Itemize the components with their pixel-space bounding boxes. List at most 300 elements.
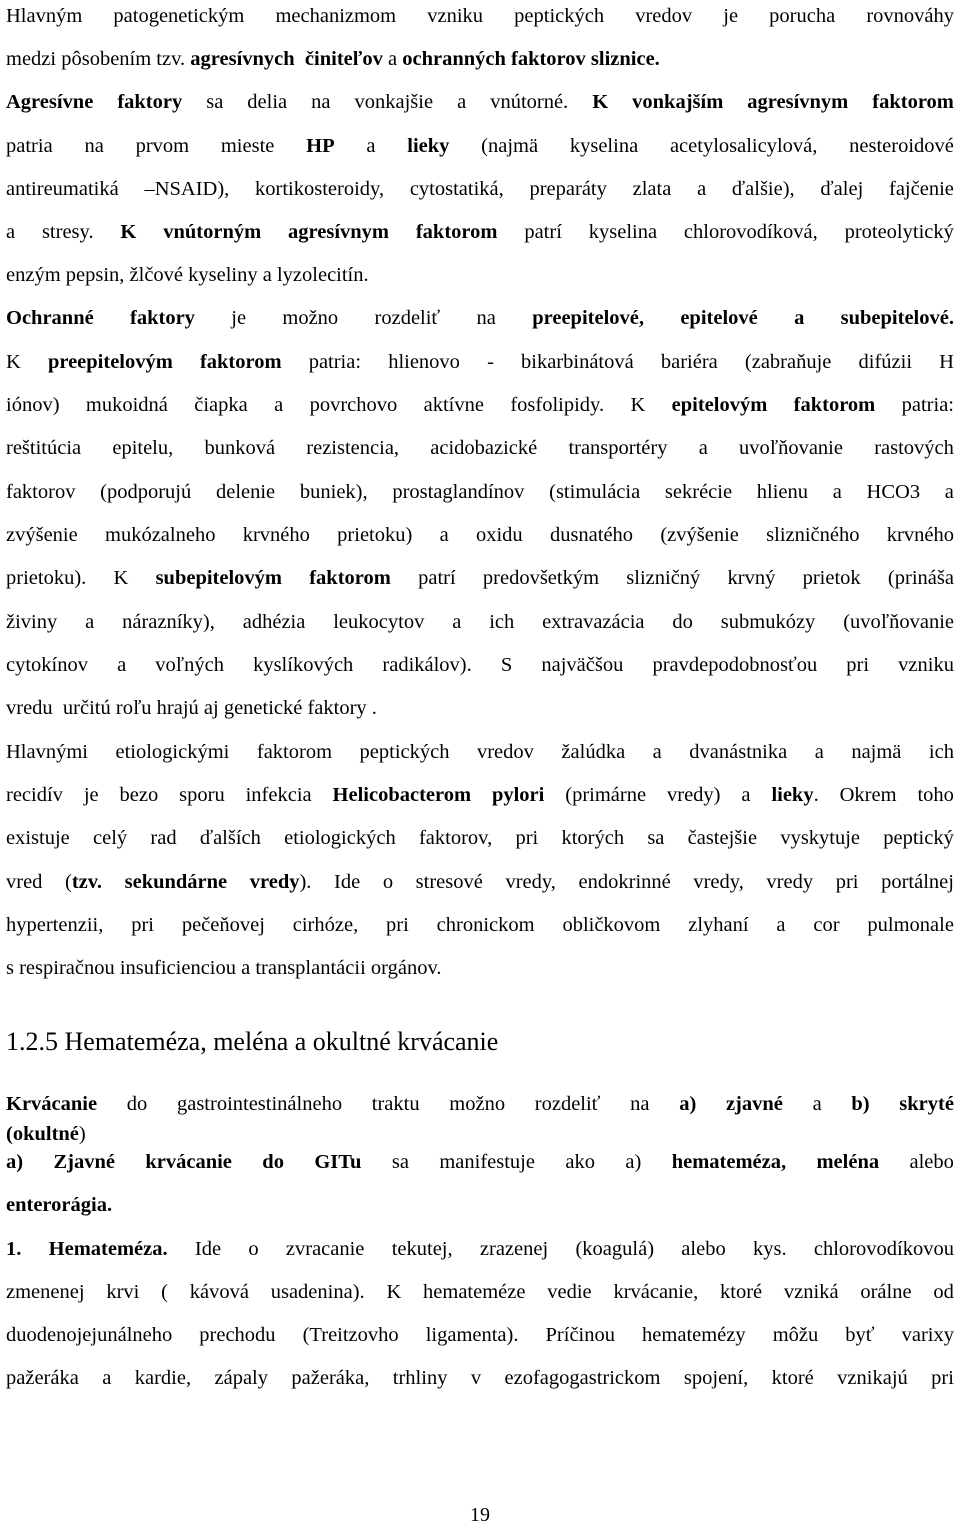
word: sekrécie	[664, 481, 733, 503]
word: –NSAID),	[144, 178, 230, 200]
word: peptický	[883, 827, 954, 849]
word: vredov	[635, 5, 693, 27]
text-segment: s respiračnou insuficienciou a transplantácii orgánov.	[6, 957, 442, 979]
word: povrchovo	[309, 394, 398, 416]
word: delia	[247, 91, 288, 113]
word: a	[452, 611, 462, 633]
word: acidobazické	[430, 437, 538, 459]
word: v	[470, 1367, 482, 1389]
word: K	[630, 394, 646, 416]
word: vredy)	[667, 784, 721, 806]
word: mukoidná	[85, 394, 168, 416]
word: HCO3	[866, 481, 921, 503]
word: cytokínov	[6, 654, 88, 676]
word: Agresívne	[6, 91, 94, 113]
word: stresy.	[41, 221, 94, 243]
text-line	[6, 653, 954, 677]
word: vzniká	[783, 1281, 839, 1303]
word: Hemateméza.	[48, 1238, 168, 1260]
word: a)	[6, 1151, 24, 1173]
word: zmenenej	[6, 1281, 85, 1303]
page-number: 19	[470, 1504, 490, 1526]
text-segment: enterorágia.	[6, 1194, 113, 1216]
word: obličkovom	[562, 914, 661, 936]
text-line	[6, 134, 954, 158]
word: sa	[391, 1151, 409, 1173]
word: pri	[835, 871, 859, 893]
text-segment: (okultné	[6, 1123, 79, 1145]
word: mechanizmom	[275, 5, 397, 27]
word: častejšie	[687, 827, 758, 849]
word: sa	[647, 827, 665, 849]
word: kortikosteroidy,	[255, 178, 385, 200]
word: kys.	[752, 1238, 787, 1260]
word: čiapka	[194, 394, 248, 416]
word: hlienovo	[388, 351, 460, 373]
word: vredov	[476, 741, 534, 763]
word: (zabraňuje	[744, 351, 832, 373]
word: na	[630, 1093, 650, 1115]
word: zlyhaní	[688, 914, 749, 936]
word: Ide	[334, 871, 361, 893]
word: najmä	[851, 741, 902, 763]
text-line	[6, 4, 954, 28]
text-segment: ochranných faktorov sliznice.	[402, 48, 660, 70]
word: faktorov,	[418, 827, 493, 849]
word: zjavné	[725, 1093, 783, 1115]
word: vred	[6, 871, 43, 893]
word: a	[652, 741, 662, 763]
word: faktory	[117, 91, 183, 113]
word: a	[102, 1367, 112, 1389]
word: extravazácia	[542, 611, 645, 633]
word: manifestuje	[439, 1151, 535, 1173]
word: prietoku).	[6, 567, 87, 589]
word: chlorovodíkovou	[813, 1238, 954, 1260]
text-segment: a	[382, 48, 403, 70]
word: a	[439, 524, 449, 546]
word: acetylosalicylová,	[669, 135, 818, 157]
word: vnútorným	[163, 221, 262, 243]
word: slizničný	[626, 567, 701, 589]
word: žalúdka	[561, 741, 626, 763]
word: etiologickými	[115, 741, 230, 763]
word: (tzv.	[65, 871, 103, 893]
word: krvácanie,	[613, 1281, 699, 1303]
word: patogenetickým	[113, 5, 245, 27]
text-line	[6, 870, 954, 894]
word: H	[939, 351, 954, 373]
word: vedie	[547, 1281, 592, 1303]
text-line	[6, 696, 954, 720]
word: alebo	[909, 1151, 954, 1173]
word: pri	[131, 914, 154, 936]
word: ktoré	[720, 1281, 763, 1303]
word: vonkajším	[632, 91, 724, 113]
word: pylori	[491, 784, 545, 806]
word: K	[113, 567, 129, 589]
text-line	[6, 566, 954, 590]
word: a	[698, 437, 708, 459]
word: patria:	[308, 351, 362, 373]
word: ktorých	[561, 827, 625, 849]
word: dvanástnika	[689, 741, 788, 763]
word: je	[723, 5, 739, 27]
word: zrazenej	[479, 1238, 549, 1260]
word: adhézia	[242, 611, 306, 633]
word: bikarbinátová	[521, 351, 634, 373]
word: (primárne	[565, 784, 647, 806]
word: faktory	[130, 307, 195, 329]
word: gastrointestinálneho	[176, 1093, 343, 1115]
word: S	[500, 654, 513, 676]
word: vredy	[766, 871, 814, 893]
word: na	[84, 135, 104, 157]
word: a	[6, 221, 16, 243]
word: a	[944, 481, 954, 503]
text-line	[6, 1366, 954, 1390]
word: preparáty	[529, 178, 607, 200]
word: Okrem	[839, 784, 897, 806]
word: sekundárne	[124, 871, 228, 893]
word: spojení,	[683, 1367, 749, 1389]
text-segment: agresívnych činiteľov	[190, 48, 383, 70]
word: o	[248, 1238, 259, 1260]
word: zlata	[632, 178, 672, 200]
word: hemateméze	[423, 1281, 526, 1303]
word: vonkajšie	[354, 91, 434, 113]
word: agresívnym	[288, 221, 390, 243]
word: a	[457, 91, 467, 113]
word: kávová	[189, 1281, 249, 1303]
word: endokrinné	[578, 871, 671, 893]
word: Helicobacterom	[332, 784, 472, 806]
word: a	[812, 1093, 822, 1115]
word: (stimulácia	[549, 481, 641, 503]
word: najväčšou	[541, 654, 624, 676]
word: ktoré	[771, 1367, 814, 1389]
word: vredy,	[505, 871, 556, 893]
word: (najmä	[481, 135, 539, 157]
word: a	[697, 178, 707, 200]
text-segment: medzi pôsobením tzv.	[6, 48, 191, 70]
word: existuje	[6, 827, 70, 849]
text-segment: enzým pepsin, žlčové kyseliny a lyzolecitín.	[6, 264, 369, 286]
word: toho	[917, 784, 954, 806]
word: (podporujú	[100, 481, 192, 503]
word: Krvácanie	[6, 1093, 98, 1115]
word: faktorov	[6, 481, 76, 503]
word: voľných	[155, 654, 224, 676]
word: rezistencia,	[306, 437, 400, 459]
word: ďalších	[199, 827, 261, 849]
word: byť	[845, 1324, 875, 1346]
word: Zjavné	[53, 1151, 115, 1173]
word: leukocytov	[333, 611, 425, 633]
text-segment: vredu určitú roľu hrajú aj genetické faktory .	[6, 697, 377, 719]
word: vredy).	[249, 871, 312, 893]
word: difúzii	[858, 351, 913, 373]
word: prvom	[135, 135, 190, 157]
word: do	[672, 611, 693, 633]
word: Hlavným	[6, 5, 83, 27]
word: krvný	[727, 567, 776, 589]
word: zvracanie	[285, 1238, 365, 1260]
word: a	[366, 135, 376, 157]
word: pažeráka,	[291, 1367, 370, 1389]
word: Hlavnými	[6, 741, 88, 763]
text-segment: )	[78, 1123, 86, 1145]
word: nesteroidové	[849, 135, 954, 157]
word: môžu	[772, 1324, 819, 1346]
word: celý	[93, 827, 128, 849]
word: portálnej	[881, 871, 954, 893]
word: 1.	[6, 1238, 22, 1260]
word: alebo	[681, 1238, 726, 1260]
word: rad	[150, 827, 177, 849]
word: kyslíkových	[253, 654, 354, 676]
word: traktu	[371, 1093, 420, 1115]
word: ďalej	[820, 178, 864, 200]
word: (prináša	[887, 567, 954, 589]
word: recidív	[6, 784, 63, 806]
text-line	[6, 393, 954, 417]
word: nárazníky),	[122, 611, 215, 633]
word: uvoľňovanie	[739, 437, 843, 459]
text-line	[6, 1237, 954, 1261]
word: mukózalneho	[105, 524, 216, 546]
word: rozdeliť	[374, 307, 441, 329]
text-line	[6, 306, 954, 330]
section-heading: 1.2.5 Hemateméza, meléna a okultné krvácanie	[6, 1027, 499, 1056]
text-line	[6, 783, 954, 807]
text-line	[6, 350, 954, 374]
word: trhliny	[392, 1367, 448, 1389]
word: skryté	[899, 1093, 954, 1115]
word: zvýšenie	[6, 524, 78, 546]
word: a)	[679, 1093, 697, 1115]
word: vzniku	[427, 5, 484, 27]
word: a	[776, 914, 786, 936]
word: cytostatiká,	[409, 178, 504, 200]
word: a	[274, 394, 284, 416]
word: ezofagogastrickom	[504, 1367, 661, 1389]
word: pri	[386, 914, 409, 936]
text-line	[6, 1323, 954, 1347]
word: pri	[846, 654, 870, 676]
text-line	[6, 610, 954, 634]
word: fosfolipidy.	[510, 394, 605, 416]
word: K	[6, 351, 21, 373]
word: a)	[625, 1151, 642, 1173]
word: ich	[928, 741, 954, 763]
word: orálne	[860, 1281, 912, 1303]
word: pravdepodobnosťou	[652, 654, 818, 676]
word: subepitelovým	[155, 567, 282, 589]
word: HP	[306, 135, 335, 157]
word: -	[487, 351, 494, 373]
word: preepitelové,	[532, 307, 644, 329]
word: buniek),	[299, 481, 368, 503]
word: infekcia	[245, 784, 312, 806]
word: cirhóze,	[292, 914, 359, 936]
word: faktorom	[415, 221, 498, 243]
word: na	[476, 307, 496, 329]
word: iónov)	[6, 394, 60, 416]
word: krvi	[106, 1281, 140, 1303]
word: porucha	[769, 5, 836, 27]
word: b)	[851, 1093, 870, 1115]
word: hemateméza,	[671, 1151, 787, 1173]
word: patria	[6, 135, 53, 157]
word: cor	[813, 914, 840, 936]
word: faktorom	[256, 741, 333, 763]
word: sporu	[179, 784, 225, 806]
word: radikálov).	[382, 654, 472, 676]
text-line	[6, 1122, 954, 1146]
word: faktorom	[793, 394, 876, 416]
word: agresívnym	[747, 91, 849, 113]
word: a	[814, 741, 824, 763]
word: krvácanie	[145, 1151, 232, 1173]
word: od	[933, 1281, 954, 1303]
word: pri	[931, 1367, 954, 1389]
word: submukózy	[720, 611, 816, 633]
word: epitelové	[680, 307, 758, 329]
word: živiny	[6, 611, 58, 633]
word: mieste	[220, 135, 275, 157]
word: vredy,	[693, 871, 744, 893]
word: varixy	[901, 1324, 954, 1346]
word: kardie,	[134, 1367, 192, 1389]
word: peptických	[359, 741, 450, 763]
text-line	[6, 1150, 954, 1174]
word: faktorom	[199, 351, 282, 373]
word: (Treitzovho	[302, 1324, 399, 1346]
word: ďalšie),	[731, 178, 795, 200]
word: epitelovým	[671, 394, 768, 416]
word: ako	[565, 1151, 595, 1173]
word: epitelu,	[112, 437, 174, 459]
word: možno	[449, 1093, 506, 1115]
word: hypertenzii,	[6, 914, 104, 936]
word: o	[382, 871, 394, 893]
word: proteolytický	[844, 221, 954, 243]
word: krvného	[242, 524, 310, 546]
word: dusnatého	[549, 524, 634, 546]
word: stresové	[415, 871, 483, 893]
word: a	[794, 307, 805, 329]
word: (	[161, 1281, 168, 1303]
text-line	[6, 1092, 954, 1116]
text-line	[6, 47, 954, 71]
word: preepitelovým	[47, 351, 173, 373]
word: chlorovodíková,	[683, 221, 818, 243]
word: vnútorné.	[490, 91, 569, 113]
word: faktorom	[309, 567, 391, 589]
word: sa	[206, 91, 224, 113]
word: (koagulá)	[575, 1238, 655, 1260]
word: krvného	[886, 524, 954, 546]
word: bezo	[119, 784, 159, 806]
word: reštitúcia	[6, 437, 82, 459]
word: (zvýšenie	[660, 524, 739, 546]
word: transportéry	[568, 437, 668, 459]
word: kyselina	[588, 221, 658, 243]
word: a	[832, 481, 842, 503]
word: a	[85, 611, 95, 633]
word: faktorom	[872, 91, 954, 113]
word: prechodu	[199, 1324, 276, 1346]
word: bunková	[204, 437, 276, 459]
word: do	[262, 1151, 284, 1173]
word: K	[592, 91, 609, 113]
text-line	[6, 1193, 954, 1217]
word: vzniku	[898, 654, 954, 676]
word: a	[741, 784, 751, 806]
word: kyselina	[569, 135, 639, 157]
word: Ide	[194, 1238, 222, 1260]
text-line	[6, 220, 954, 244]
text-line	[6, 1280, 954, 1304]
word: zápaly	[214, 1367, 269, 1389]
word: (uvoľňovanie	[843, 611, 954, 633]
word: chronickom	[436, 914, 535, 936]
word: slizničného	[766, 524, 860, 546]
text-line	[6, 480, 954, 504]
text-line	[6, 523, 954, 547]
word: prietok	[802, 567, 861, 589]
word: do	[126, 1093, 148, 1115]
word: oxidu	[475, 524, 523, 546]
word: Príčinou	[545, 1324, 615, 1346]
word: K	[120, 221, 137, 243]
word: patria:	[901, 394, 954, 416]
word: tekutej,	[391, 1238, 453, 1260]
word: K	[386, 1281, 402, 1303]
word: rozdeliť	[534, 1093, 601, 1115]
word: patrí	[524, 221, 562, 243]
text-line	[6, 263, 954, 287]
text-line	[6, 436, 954, 460]
word: predovšetkým	[482, 567, 600, 589]
word: GITu	[314, 1151, 362, 1173]
text-line	[6, 826, 954, 850]
word: peptických	[514, 5, 605, 27]
word: duodenojejunálneho	[6, 1324, 173, 1346]
text-line	[6, 740, 954, 764]
word: je	[231, 307, 247, 329]
word: prostaglandínov	[392, 481, 525, 503]
word: vyskytuje	[780, 827, 861, 849]
word: subepitelové.	[840, 307, 954, 329]
word: etiologických	[284, 827, 396, 849]
word: aktívne	[423, 394, 484, 416]
word: pulmonale	[867, 914, 954, 936]
text-line	[6, 90, 954, 114]
word: pečeňovej	[181, 914, 265, 936]
word: pri	[515, 827, 539, 849]
word: lieky	[407, 135, 450, 157]
word: možno	[282, 307, 339, 329]
word: rastových	[874, 437, 954, 459]
word: hematemézy	[642, 1324, 746, 1346]
word: prietoku)	[337, 524, 413, 546]
word: hlienu	[756, 481, 809, 503]
word: ligamenta).	[425, 1324, 519, 1346]
word: patrí	[418, 567, 456, 589]
text-line	[6, 913, 954, 937]
